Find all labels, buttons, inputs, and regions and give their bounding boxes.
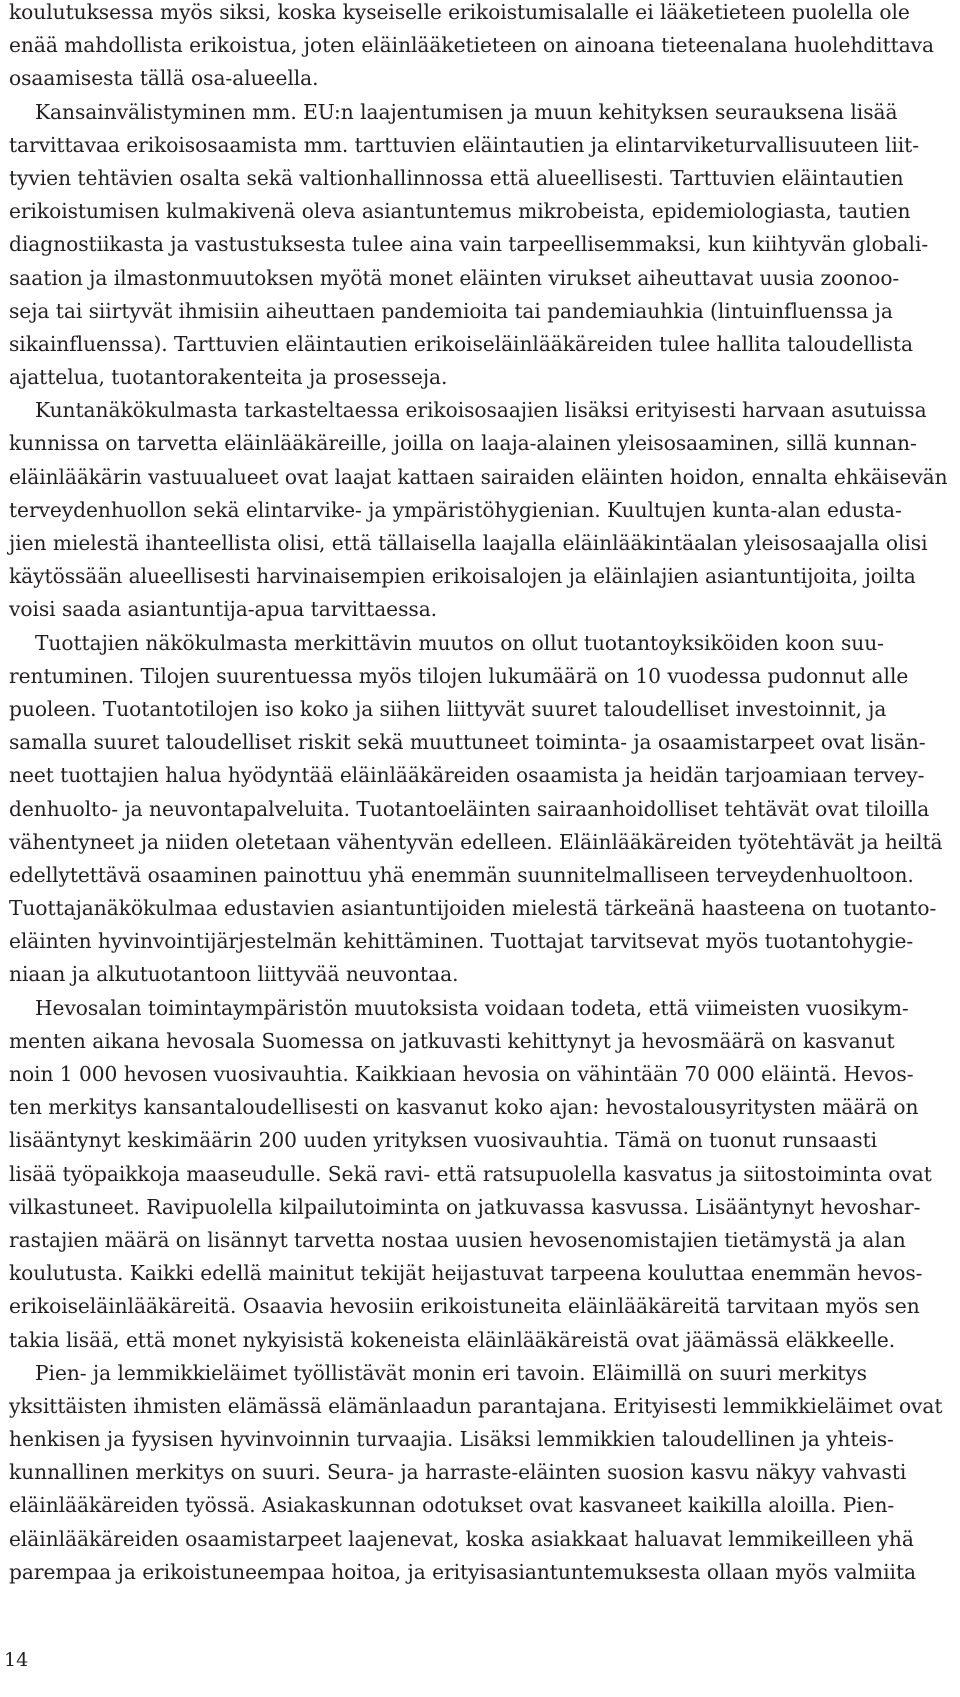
text-line: Kansainvälistyminen mm. EU:n laajentumisen ja muun kehityksen seurauksena lisää bbox=[35, 99, 898, 124]
text-line: Pien- ja lemmikkieläimet työllistävät monin eri tavoin. Eläimillä on suuri merkitys bbox=[35, 1360, 867, 1385]
text-line: rastajien määrä on lisännyt tarvetta nostaa uusien hevosenomistajien tietämystä ja alan bbox=[9, 1227, 906, 1252]
text-line: käytössään alueellisesti harvinaisempien erikoisalojen ja eläinlajien asiantuntijoita, joilta bbox=[9, 564, 916, 589]
text-line: jien mielestä ihanteellista olisi, että tällaisella laajalla eläinlääkintäalan yleisosaajalla olisi bbox=[9, 531, 928, 555]
text-line: samalla suuret taloudelliset riskit sekä muuttuneet toiminta- ja osaamistarpeet ovat lisän- bbox=[9, 730, 926, 755]
text-line: koulutusta. Kaikki edellä mainitut tekijät heijastuvat tarpeena kouluttaa enemmän hevos- bbox=[9, 1261, 923, 1286]
text-line: niaan ja alkutuotantoon liittyvää neuvontaa. bbox=[9, 962, 459, 987]
body-text bbox=[9, 0, 947, 1589]
text-line: saation ja ilmastonmuutoksen myötä monet eläinten virukset aiheuttavat uusia zoonoo- bbox=[9, 265, 900, 290]
text-line: osaamisesta tällä osa-alueella. bbox=[9, 66, 319, 91]
text-line: seja tai siirtyvät ihmisiin aiheuttaen pandemioita tai pandemiauhkia (lintuinfluenssa ja bbox=[9, 298, 893, 323]
text-line: eläinten hyvinvointijärjestelmän kehittäminen. Tuottajat tarvitsevat myös tuotantohygie- bbox=[9, 929, 914, 954]
text-line: eläinlääkäreiden työssä. Asiakaskunnan odotukset ovat kasvaneet kaikilla aloilla. Pien- bbox=[9, 1493, 895, 1518]
text-line: vilkastuneet. Ravipuolella kilpailutoiminta on jatkuvassa kasvussa. Lisääntynyt hevoshar- bbox=[9, 1194, 921, 1219]
text-line: noin 1 000 hevosen vuosivauhtia. Kaikkiaan hevosia on vähintään 70 000 eläintä. Hevos- bbox=[9, 1062, 914, 1086]
paragraph bbox=[9, 96, 947, 395]
text-line: Tuottajanäkökulmaa edustavien asiantuntijoiden mielestä tärkeänä haasteena on tuotanto- bbox=[9, 896, 937, 921]
text-line: vähentyneet ja niiden oletetaan vähentyvän edelleen. Eläinlääkäreiden työtehtävät ja heiltä bbox=[9, 829, 943, 854]
paragraph bbox=[9, 992, 947, 1357]
text-line: tyvien tehtävien osalta sekä valtionhallinnossa että alueellisesti. Tarttuvien eläintautien bbox=[9, 165, 904, 190]
text-line: puoleen. Tuotantotilojen iso koko ja siihen liittyvät suuret taloudelliset investoinnit, ja bbox=[9, 696, 887, 721]
text-line: diagnostiikasta ja vastustuksesta tulee aina vain tarpeellisemmaksi, kun kiihtyvän globali- bbox=[9, 232, 929, 257]
text-line: enää mahdollista erikoistua, joten eläinlääketieteen on ainoana tieteenalana huolehdittava bbox=[9, 33, 935, 58]
text-line: kunnallinen merkitys on suuri. Seura- ja harraste-eläinten suosion kasvu näkyy vahvasti bbox=[9, 1460, 907, 1485]
text-line: erikoiseläinlääkäreitä. Osaavia hevosiin erikoistuneita eläinlääkäreitä tarvitaan myös sen bbox=[9, 1294, 920, 1319]
text-line: ten merkitys kansantaloudellisesti on kasvanut koko ajan: hevostalousyritysten määrä on bbox=[9, 1095, 919, 1120]
text-line: Tuottajien näkökulmasta merkittävin muutos on ollut tuotantoyksiköiden koon suu- bbox=[35, 630, 884, 655]
paragraph bbox=[9, 394, 947, 626]
text-line: lisää työpaikkoja maaseudulle. Sekä ravi- että ratsupuolella kasvatus ja siitostoiminta ovat bbox=[9, 1161, 932, 1186]
text-line: kunnissa on tarvetta eläinlääkäreille, joilla on laaja-alainen yleisosaaminen, sillä kunnan- bbox=[9, 431, 917, 456]
text-line: denhuolto- ja neuvontapalveluita. Tuotantoeläinten sairaanhoidolliset tehtävät ovat tiloilla bbox=[9, 796, 930, 821]
text-line: ajattelua, tuotantorakenteita ja prosesseja. bbox=[9, 365, 448, 390]
text-line: eläinlääkäreiden osaamistarpeet laajenevat, koska asiakkaat haluavat lemmikeilleen yhä bbox=[9, 1526, 914, 1551]
text-line: takia lisää, että monet nykyisistä kokeneista eläinlääkäreistä ovat jäämässä eläkkeelle. bbox=[9, 1327, 896, 1352]
paragraph bbox=[9, 627, 947, 992]
text-line: lisääntynyt keskimäärin 200 uuden yrityksen vuosivauhtia. Tämä on tuonut runsaasti bbox=[9, 1128, 878, 1153]
text-line: sikainfluenssa). Tarttuvien eläintautien erikoiseläinlääkäreiden tulee hallita taloudellista bbox=[9, 331, 913, 356]
paragraph bbox=[9, 0, 947, 96]
text-line: rentuminen. Tilojen suurentuessa myös tilojen lukumäärä on 10 vuodessa pudonnut alle bbox=[9, 663, 909, 688]
text-line: voisi saada asiantuntija-apua tarvittaessa. bbox=[9, 597, 438, 622]
text-line: henkisen ja fyysisen hyvinvoinnin turvaajia. Lisäksi lemmikkien taloudellinen ja yhteis- bbox=[9, 1427, 894, 1452]
text-line: eläinlääkärin vastuualueet ovat laajat kattaen sairaiden eläinten hoidon, ennalta ehkäisevän bbox=[9, 464, 948, 489]
text-line: neet tuottajien halua hyödyntää eläinlääkäreiden osaamista ja heidän tarjoamiaan tervey- bbox=[9, 763, 925, 788]
text-line: terveydenhuollon sekä elintarvike- ja ympäristöhygienian. Kuultujen kunta-alan edusta- bbox=[9, 497, 902, 522]
text-line: parempaa ja erikoistuneempaa hoitoa, ja erityisasiantuntemuksesta ollaan myös valmiita bbox=[9, 1559, 916, 1584]
text-line: tarvittavaa erikoisosaamista mm. tarttuvien eläintautien ja elintarviketurvallisuuteen liit- bbox=[9, 132, 920, 157]
text-line: Kuntanäkökulmasta tarkasteltaessa erikoisosaajien lisäksi erityisesti harvaan asutuissa bbox=[35, 398, 927, 423]
page-number: 14 bbox=[4, 1649, 29, 1671]
text-line: menten aikana hevosala Suomessa on jatkuvasti kehittynyt ja hevosmäärä on kasvanut bbox=[9, 1028, 895, 1053]
text-line: erikoistumisen kulmakivenä oleva asiantuntemus mikrobeista, epidemiologiasta, tautien bbox=[9, 199, 911, 224]
text-line: edellytettävä osaaminen painottuu yhä enemmän suunnitelmalliseen terveydenhuoltoon. bbox=[9, 862, 914, 887]
text-line: koulutuksessa myös siksi, koska kyseiselle erikoistumisalalle ei lääketieteen puolella ole bbox=[9, 0, 910, 24]
text-line: Hevosalan toimintaympäristön muutoksista voidaan todeta, että viimeisten vuosikym- bbox=[35, 995, 909, 1020]
paragraph bbox=[9, 1357, 947, 1589]
text-line: yksittäisten ihmisten elämässä elämänlaadun parantajana. Erityisesti lemmikkieläimet ovat bbox=[9, 1393, 943, 1418]
